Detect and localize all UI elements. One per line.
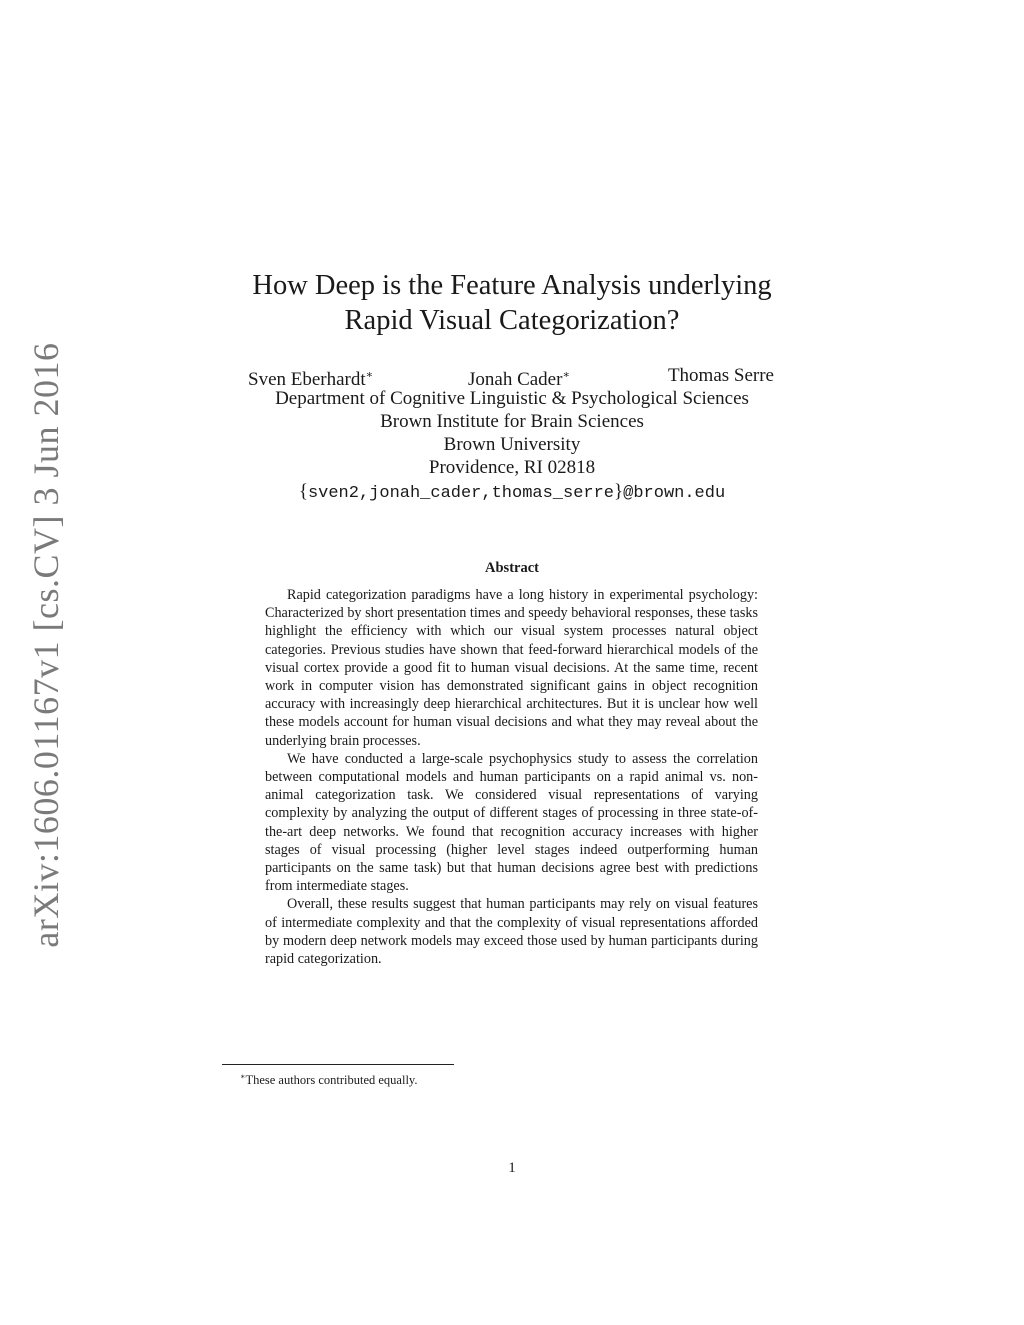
page-number: 1 [508,1160,516,1176]
footnote-text: These authors contributed equally. [245,1073,418,1087]
abstract-paragraph-1: Rapid categorization paradigms have a long history in experimental psychology: Characterized by short presentation times and speedy behavioral responses, these tasks highlight the efficiency with which our visual system processes natural object categories. Previous studies have shown that feed-forward hierarchical models of the visual cortex provide a good fit to human visual decisions. At the same time, recent work in computer vision has demonstrated significant gains in object recognition accuracy with increasingly deep hierarchical architectures. But it is unclear how well these models account for human visual decisions and what they may reveal about the underlying brain processes. [265,587,758,749]
email-domain: @brown.edu [623,484,726,503]
affiliation-university: Brown University [443,434,581,455]
paper-title [0,268,1024,338]
abstract-body [265,586,758,968]
arxiv-identifier-stamp: arXiv:1606.01167v1 [cs.CV] 3 Jun 2016 [26,342,66,948]
affiliation-institute: Brown Institute for Brain Sciences [380,411,644,432]
email-close-brace: } [614,481,624,502]
affiliation-location: Providence, RI 02818 [428,457,596,478]
author-2-mark: ∗ [562,369,570,381]
email-open-brace: { [298,481,308,502]
author-1-name: Sven Eberhardt [248,369,366,390]
author-2-name: Jonah Cader [468,369,563,390]
author-3 [668,364,774,387]
footnote-mark: ∗ [240,1072,246,1081]
abstract-heading: Abstract [485,560,539,576]
affiliation-department: Department of Cognitive Linguistic & Psychological Sciences [275,388,749,409]
author-3-name: Thomas Serre [667,365,774,386]
footnote-divider [222,1064,454,1065]
email-users: sven2,jonah_cader,thomas_serre [307,484,615,503]
paper-title-line-1: How Deep is the Feature Analysis underlying [252,270,772,301]
footnote [240,1069,418,1088]
author-emails [0,480,1024,505]
affiliation-block [0,387,1024,479]
abstract-paragraph-2: We have conducted a large-scale psychophysics study to assess the correlation between computational models and human participants on a rapid animal vs. non-animal categorization task. We considered visual representations of varying complexity by analyzing the output of different stages of processing in three state-of-the-art deep networks. We found that recognition accuracy increases with higher stages of visual processing (higher level stages indeed outperforming human participants on the same task) but that human decisions agree best with predictions from intermediate stages. [265,750,758,895]
author-1-mark: ∗ [365,369,374,381]
abstract-paragraph-3: Overall, these results suggest that human participants may rely on visual features of intermediate complexity and that the complexity of visual representations afforded by modern deep network models may exceed those used by human participants during rapid categorization. [265,896,758,968]
paper-title-line-2: Rapid Visual Categorization? [344,305,680,336]
